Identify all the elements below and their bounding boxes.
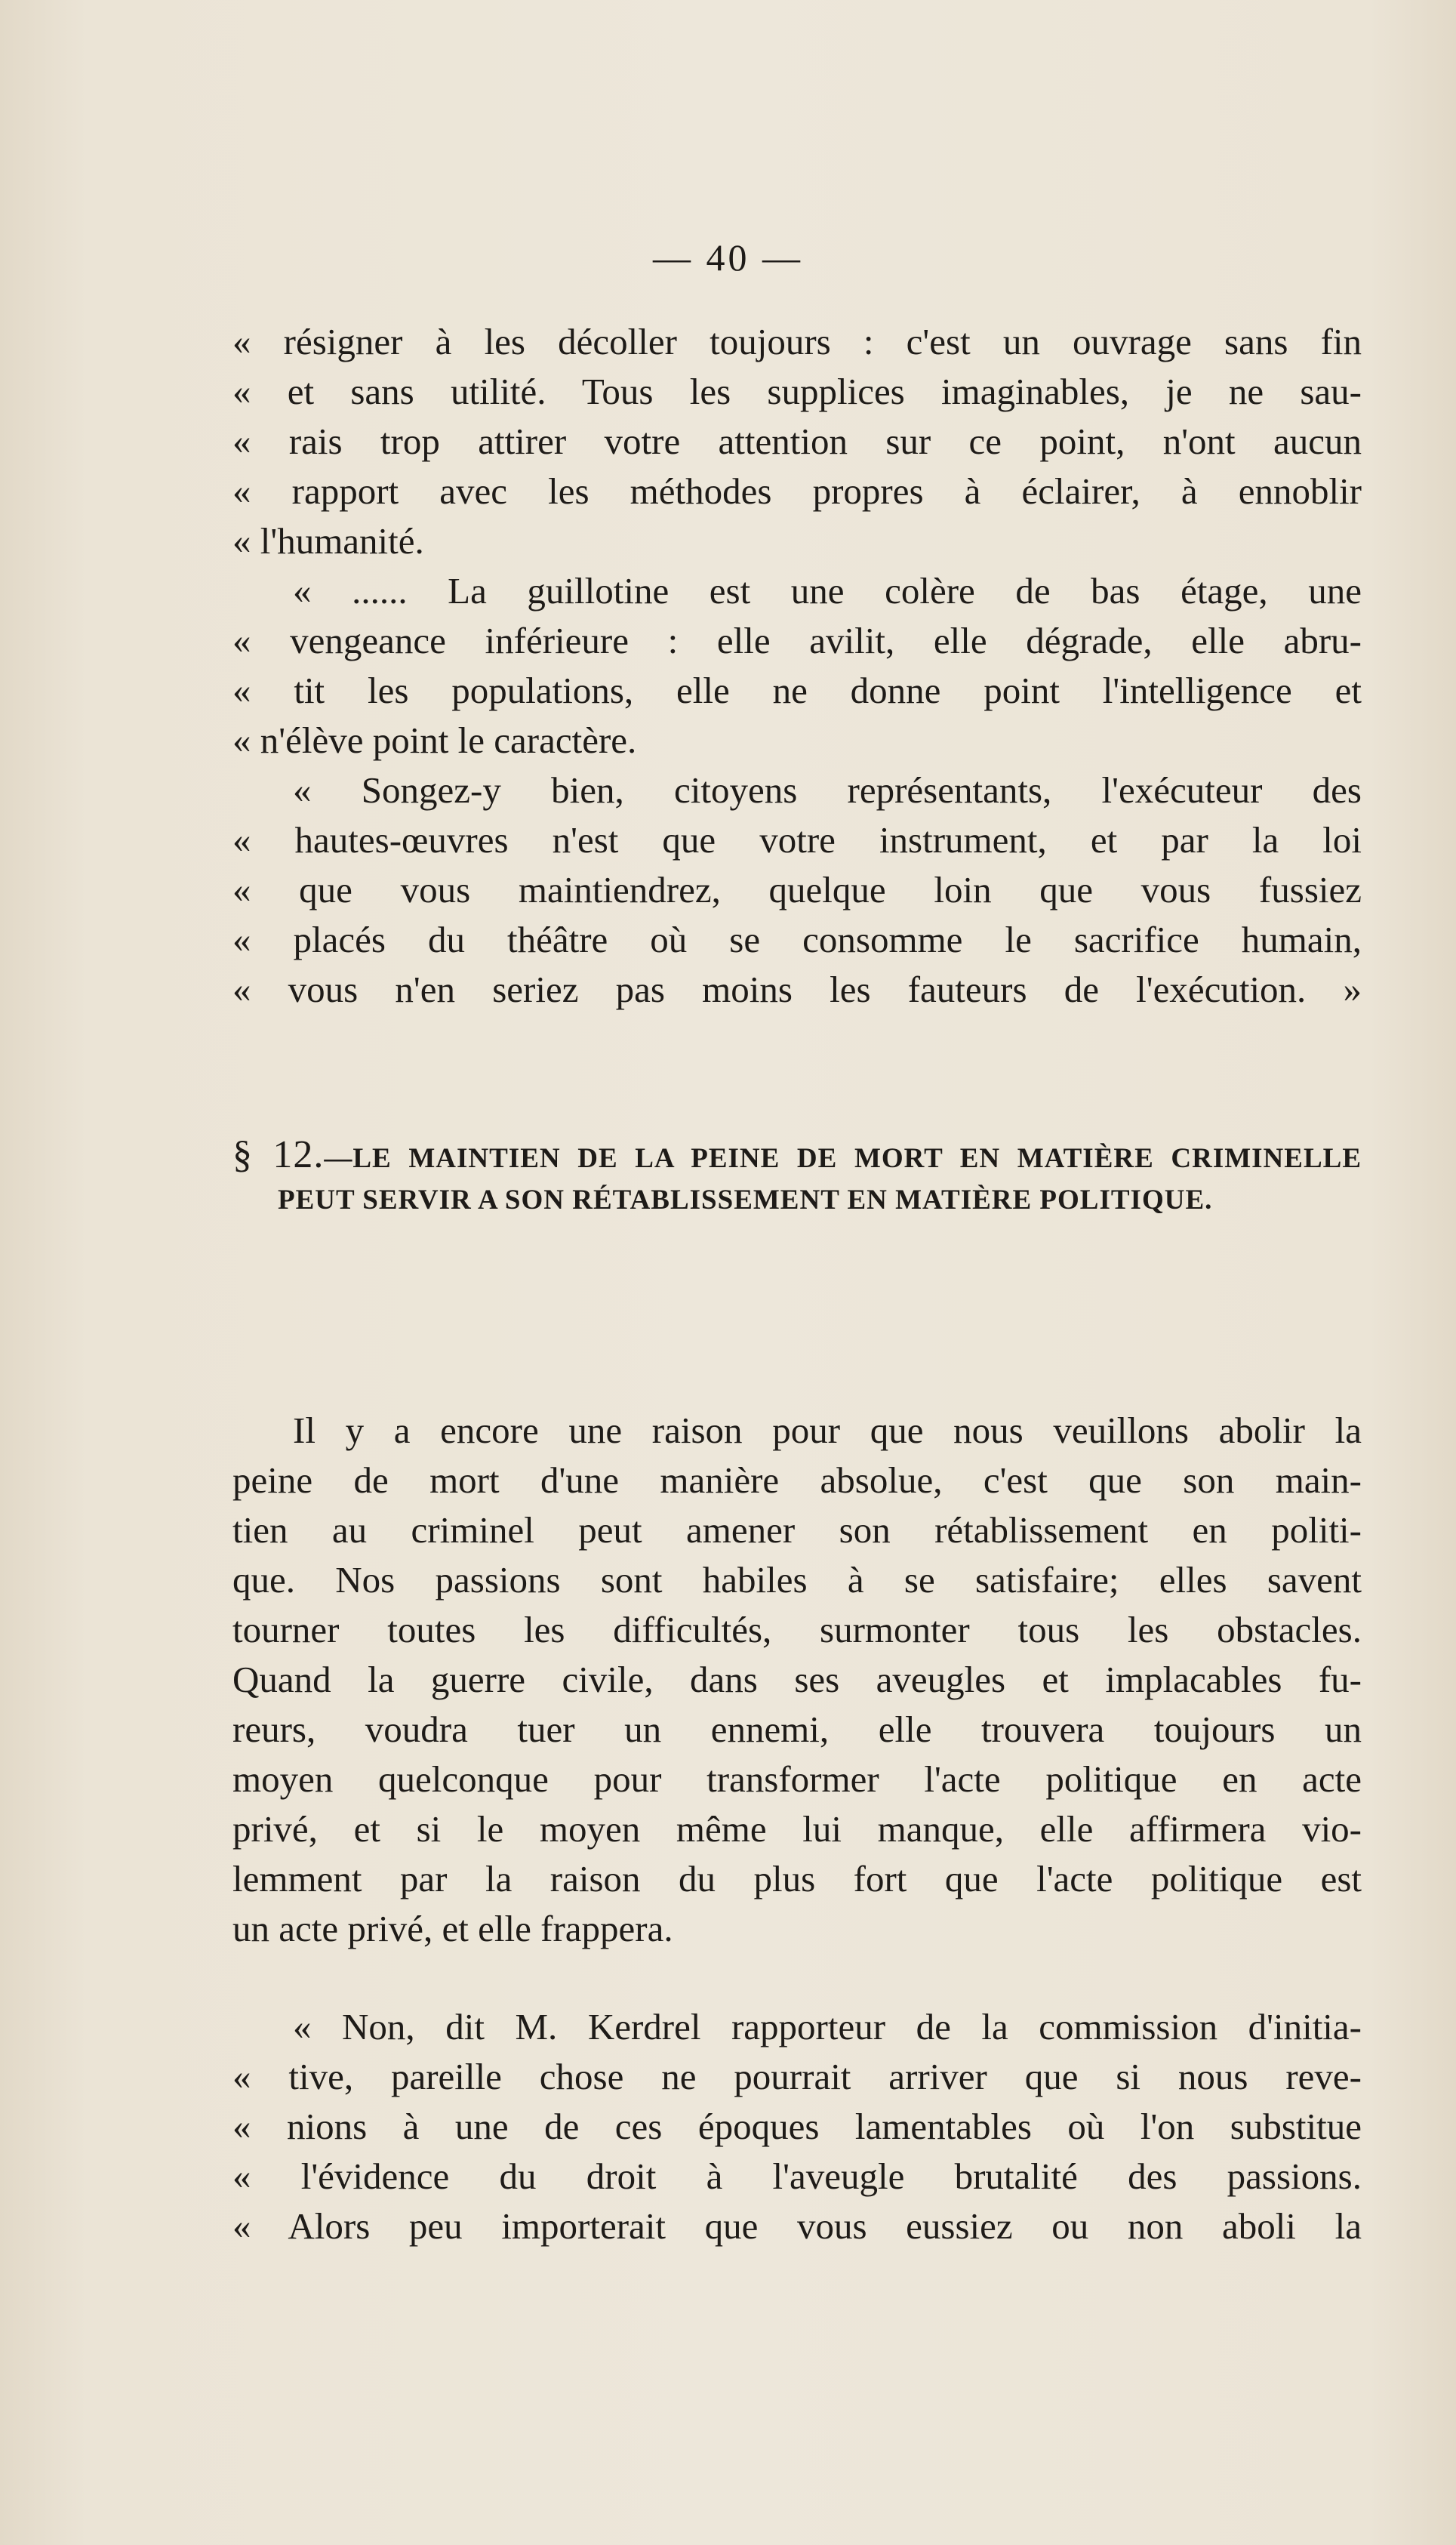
- text-line: « placés du théâtre où se consomme le sacrifice humain,: [232, 919, 1362, 960]
- text-line: tourner toutes les difficultés, surmonter tous les obstacles.: [232, 1609, 1362, 1650]
- section-heading: [232, 1132, 1362, 1223]
- text-line: « l'humanité.: [232, 520, 424, 562]
- text-line: « ...... La guillotine est une colère de bas étage, une: [293, 570, 1362, 612]
- text-line: « que vous maintiendrez, quelque loin que vous fussiez: [232, 869, 1362, 910]
- page-number: — 40 —: [653, 236, 803, 279]
- text-line: un acte privé, et elle frappera.: [232, 1908, 673, 1949]
- text-line: reurs, voudra tuer un ennemi, elle trouvera toujours un: [232, 1708, 1362, 1750]
- text-line: « nions à une de ces époques lamentables où l'on substitue: [232, 2106, 1362, 2147]
- text-line: « rais trop attirer votre attention sur ce point, n'ont aucun: [232, 421, 1362, 462]
- text-line: « n'élève point le caractère.: [232, 719, 637, 761]
- text-line: « vengeance inférieure : elle avilit, elle dégrade, elle abru-: [232, 620, 1362, 661]
- text-line: moyen quelconque pour transformer l'acte politique en acte: [232, 1758, 1362, 1800]
- section-title-part1: —LE MAINTIEN DE LA PEINE DE MORT EN MATIÈRE CRIMINELLE: [324, 1143, 1362, 1174]
- text-line: que. Nos passions sont habiles à se satisfaire; elles savent: [232, 1559, 1362, 1601]
- text-line: peine de mort d'une manière absolue, c'est que son main-: [232, 1459, 1362, 1501]
- text-line: Quand la guerre civile, dans ses aveugles et implacables fu-: [232, 1659, 1362, 1700]
- text-line: « tive, pareille chose ne pourrait arriver que si nous reve-: [232, 2056, 1362, 2097]
- quote-block: [232, 2002, 1362, 2251]
- text-line: « Alors peu importerait que vous eussiez ou non aboli la: [232, 2205, 1362, 2247]
- text-line: « vous n'en seriez pas moins les fauteurs de l'exécution. »: [232, 969, 1362, 1010]
- text-line: Il y a encore une raison pour que nous veuillons abolir la: [293, 1410, 1362, 1451]
- text-line: « et sans utilité. Tous les supplices imaginables, je ne sau-: [232, 371, 1362, 412]
- section-number: § 12.: [232, 1133, 325, 1176]
- section-title-part2: PEUT SERVIR A SON RÉTABLISSEMENT EN MATIÈRE POLITIQUE.: [278, 1185, 1213, 1215]
- text-line: « résigner à les décoller toujours : c'est un ouvrage sans fin: [232, 321, 1362, 362]
- text-line: « Non, dit M. Kerdrel rapporteur de la commission d'initia-: [293, 2006, 1362, 2047]
- text-line: « rapport avec les méthodes propres à éclairer, à ennoblir: [232, 470, 1362, 512]
- body-paragraph: [232, 1406, 1362, 1954]
- text-line: « tit les populations, elle ne donne point l'intelligence et: [232, 670, 1362, 711]
- text-line: privé, et si le moyen même lui manque, elle affirmera vio-: [232, 1808, 1362, 1850]
- text-line: lemment par la raison du plus fort que l'acte politique est: [232, 1858, 1362, 1900]
- text-line: tien au criminel peut amener son rétablissement en politi-: [232, 1509, 1362, 1551]
- section-heading-line: [232, 1132, 1362, 1178]
- text-line: « hautes-œuvres n'est que votre instrument, et par la loi: [232, 819, 1362, 861]
- quote-block: [232, 317, 1362, 1015]
- text-line: « l'évidence du droit à l'aveugle brutalité des passions.: [232, 2155, 1362, 2197]
- text-line: « Songez-y bien, citoyens représentants, l'exécuteur des: [293, 769, 1362, 811]
